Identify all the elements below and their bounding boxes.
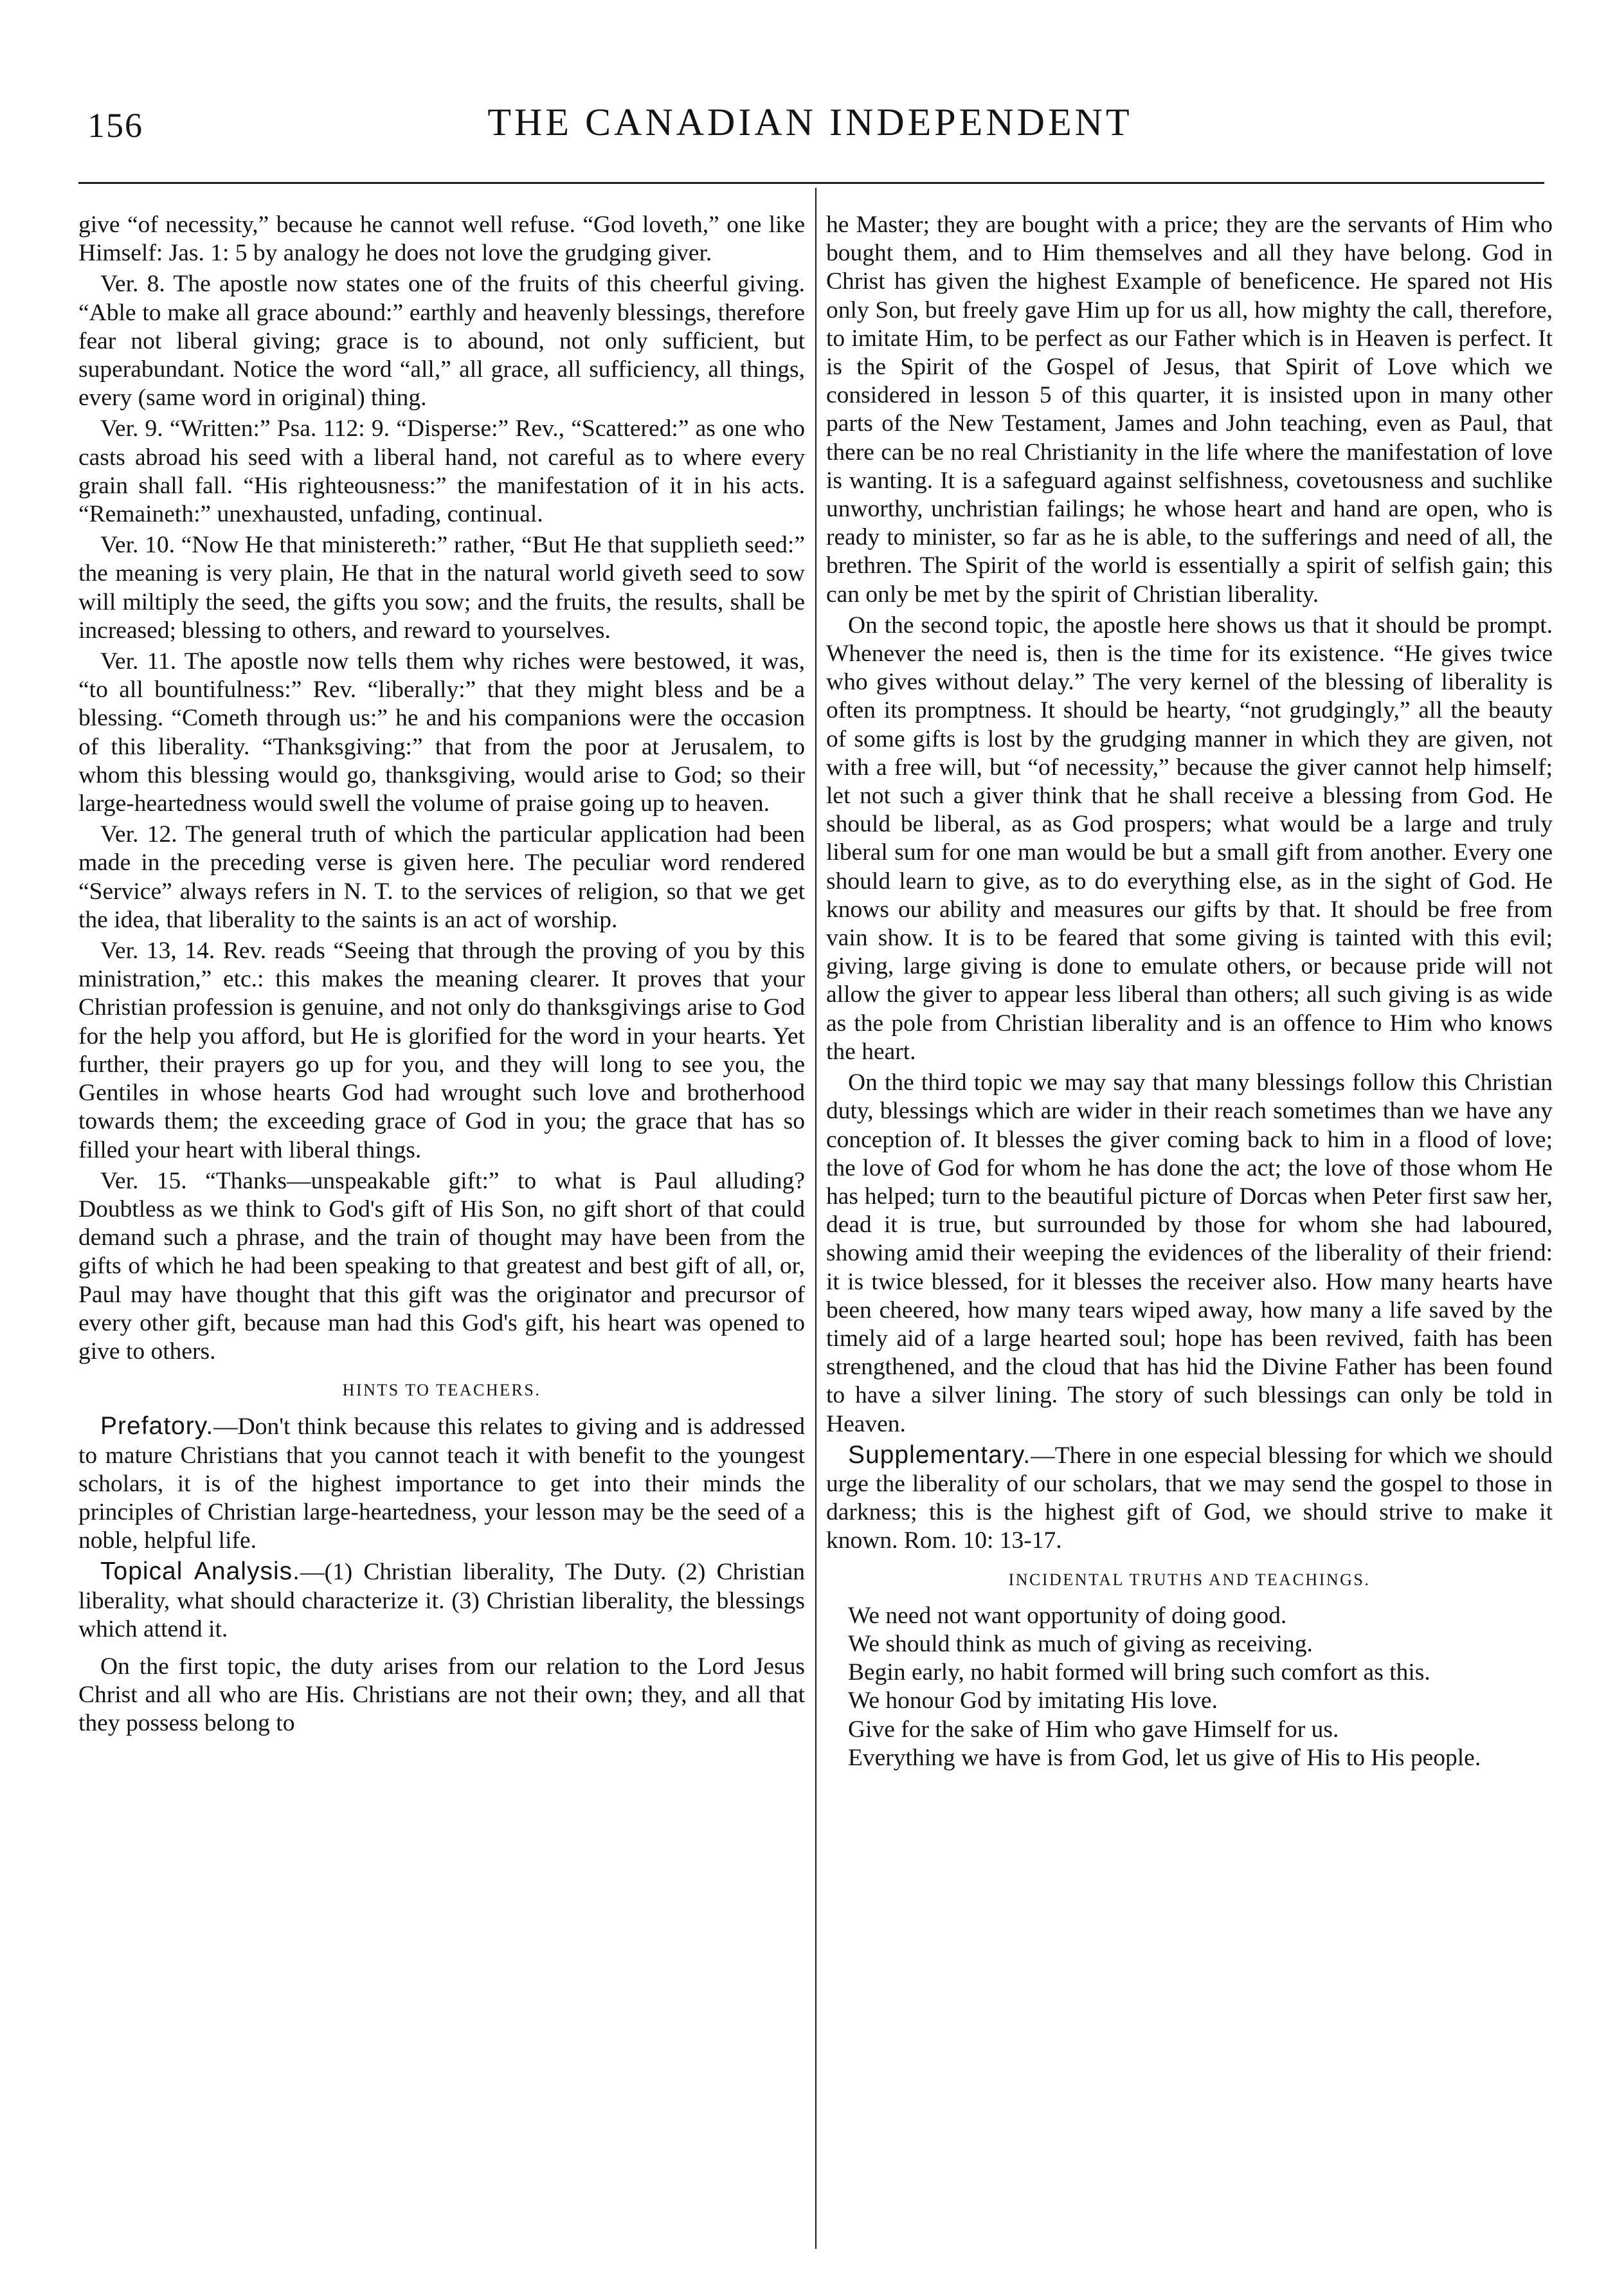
paragraph-prefatory (78, 1412, 805, 1555)
topical-text: —(1) Christian liberality, The Duty. (2) Christian liberality, what should characterize it. (3) Christian liberality, the blessings which attend it. (78, 1559, 805, 1642)
list-item: Begin early, no habit formed will bring such comfort as this. (848, 1659, 1430, 1686)
section-heading-hints: HINTS TO TEACHERS. (342, 1381, 541, 1400)
paragraph: On the first topic, the duty arises from our relation to the Lord Jesus Christ and all who are His. Christians are not their own; they, and all that they possess belong to (78, 1653, 805, 1737)
paragraph: Ver. 11. The apostle now tells them why riches were bestowed, it was, “to all bountifulness:” Rev. “liberally:” that they might bless and be a blessing. “Cometh through us:” he and his companions were the occasion of this liberality. “Thanksgiving:” that from the poor at Jerusalem, to whom this blessing would go, thanksgiving, would arise to God; so their large-heartedness would swell the volume of praise going up to heaven. (78, 648, 805, 817)
supplementary-lead: Supplementary. (848, 1440, 1031, 1469)
prefatory-lead: Prefatory. (100, 1412, 214, 1440)
paragraph: Ver. 10. “Now He that ministereth:” rather, “But He that supplieth seed:” the meaning is very plain, He that in the natural world giveth seed to sow will miltiply the seed, the gifts you sow; and the fruits, the results, shall be increased; blessing to others, and reward to yourselves. (78, 532, 805, 644)
paragraph: On the second topic, the apostle here shows us that it should be prompt. Whenever the need is, then is the time for its existence. “He gives twice who gives without delay.” The very kernel of the blessing of liberality is often its promptness. It should be hearty, “not grudgingly,” all the beauty of some gifts is lost by the grudging manner in which they are given, not with a free will, but “of necessity,” because the giver cannot help himself; let not such a giver think that he shall receive a blessing from God. He should be liberal, as as God prospers; what would be a large and truly liberal sum for one man would be but a small gift from another. Every one should learn to give, as to do everything else, as in the sight of God. He knows our ability and measures our gifts by that. It should be free from vain show. It is to be feared that some giving is tainted with this evil; giving, large giving is done to emulate others, or because pride will not allow the giver to appear less liberal than others; all such giving is as wide as the pole from Christian liberality and is an offence to Him who knows the heart. (826, 612, 1553, 1065)
right-column (826, 211, 1553, 2243)
paragraph: Ver. 9. “Written:” Psa. 112: 9. “Disperse:” Rev., “Scattered:” as one who casts abroad his seed with a liberal hand, not careful as to where every grain shall fall. “His righteousness:” the manifestation of it in his acts. “Remaineth:” unexhausted, unfading, continual. (78, 415, 805, 528)
paragraph: he Master; they are bought with a price; they are the servants of Him who bought them, and to Him themselves and all they have belong. God in Christ has given the highest Example of beneficence. He spared not His only Son, but freely gave Him up for us all, how mighty the call, therefore, to imitate Him, to be perfect as our Father which is in Heaven is perfect. It is the Spirit of the Gospel of Jesus, that Spirit of Love which we considered in lesson 5 of this quarter, it is insisted upon in many other parts of the New Testament, James and John teaching, even as Paul, that there can be no real Christianity in the life where the manifestation of love is wanting. It is a safeguard against selfishness, covetousness and suchlike unworthy, unchristian failings; he whose heart and hand are open, who is ready to minister, so far as he is able, to the sufferings and need of all, the brethren. The Spirit of the world is essentially a spirit of selfish gain; this can only be met by the spirit of Christian liberality. (826, 212, 1553, 608)
header-rule (78, 182, 1544, 184)
left-column (78, 211, 805, 2243)
column-divider (815, 188, 817, 2249)
paragraph: Ver. 8. The apostle now states one of the fruits of this cheerful giving. “Able to make all grace abound:” earthly and heavenly blessings, therefore fear not liberal giving; grace is to abound, not only sufficient, but superabundant. Notice the word “all,” all grace, all sufficiency, all things, every (same word in original) thing. (78, 271, 805, 412)
list-item: Give for the sake of Him who gave Himself for us. (848, 1716, 1339, 1743)
paragraph: Ver. 15. “Thanks—unspeakable gift:” to what is Paul alluding? Doubtless as we think to God's gift of His Son, no gift short of that could demand such a phrase, and the train of thought may have been from the gifts of which he had been speaking to that greatest and best gift of all, or, Paul may have thought that this gift was the originator and precursor of every other gift, because man had this God's gift, his heart was opened to give to others. (78, 1167, 805, 1365)
paragraph-supplementary (826, 1441, 1553, 1556)
supplementary-text: —There in one especial blessing for which we should urge the liberality of our scholars, that we may send the gospel to those in darkness; this is the highest gift of God, we should strive to make it known. Rom. 10: 13-17. (826, 1442, 1553, 1554)
paragraph-topical (78, 1558, 805, 1644)
list-item: We need not want opportunity of doing good. (848, 1602, 1287, 1629)
paragraph: Ver. 13, 14. Rev. reads “Seeing that through the proving of you by this ministration,” etc.: this makes the meaning clearer. It proves that your Christian profession is genuine, and not only do thanksgivings arise to God for the help you afford, but He is glorified for the word in your hearts. Yet further, their prayers go up for you, and they will long to see you, the Gentiles in whose hearts God had wrought such love and brotherhood towards them; the exceeding grace of God in you; the grace that has so filled your heart with liberal things. (78, 938, 805, 1163)
paragraph: Ver. 12. The general truth of which the particular application had been made in the preceding verse is given here. The peculiar word rendered “Service” always refers in N. T. to the services of religion, so that we get the idea, that liberality to the saints is an act of worship. (78, 821, 805, 933)
truths-list (826, 1602, 1553, 1772)
list-item: We should think as much of giving as receiving. (848, 1630, 1313, 1657)
section-heading-incidental: INCIDENTAL TRUTHS AND TEACHINGS. (1008, 1570, 1371, 1589)
prefatory-text: —Don't think because this relates to giving and is addressed to mature Christians that you cannot teach it with benefit to the youngest scholars, it is of the highest importance to get into their minds the principles of Christian large-heartedness, your lesson may be the seed of a noble, helpful life. (78, 1413, 805, 1554)
journal-title: THE CANADIAN INDEPENDENT (487, 101, 1133, 143)
list-item: Everything we have is from God, let us give of His to His people. (848, 1744, 1481, 1771)
list-item: We honour God by imitating His love. (848, 1687, 1218, 1714)
paragraph: give “of necessity,” because he cannot well refuse. “God loveth,” one like Himself: Jas. 1: 5 by analogy he does not love the grudging giver. (78, 212, 805, 267)
paragraph: On the third topic we may say that many blessings follow this Christian duty, blessings which are wider in their reach sometimes than we have any conception of. It blesses the giver coming back to him in a flood of love; the love of God for whom he has done the act; the love of those whom He has helped; turn to the beautiful picture of Dorcas when Peter first saw her, dead it is true, but surrounded by those for whom she had laboured, showing amid their weeping the evidences of the liberality of their friend: it is twice blessed, for it blesses the receiver also. How many hearts have been cheered, how many tears wiped away, how many a life saved by the timely aid of a large hearted soul; hope has been revived, faith has been strengthened, and the cloud that has hid the Divine Father has been found to have a silver lining. The story of such blessings can only be told in Heaven. (826, 1069, 1553, 1437)
topical-lead: Topical Analysis. (100, 1558, 300, 1586)
page-header (77, 96, 1543, 148)
page-number: 156 (87, 106, 143, 145)
